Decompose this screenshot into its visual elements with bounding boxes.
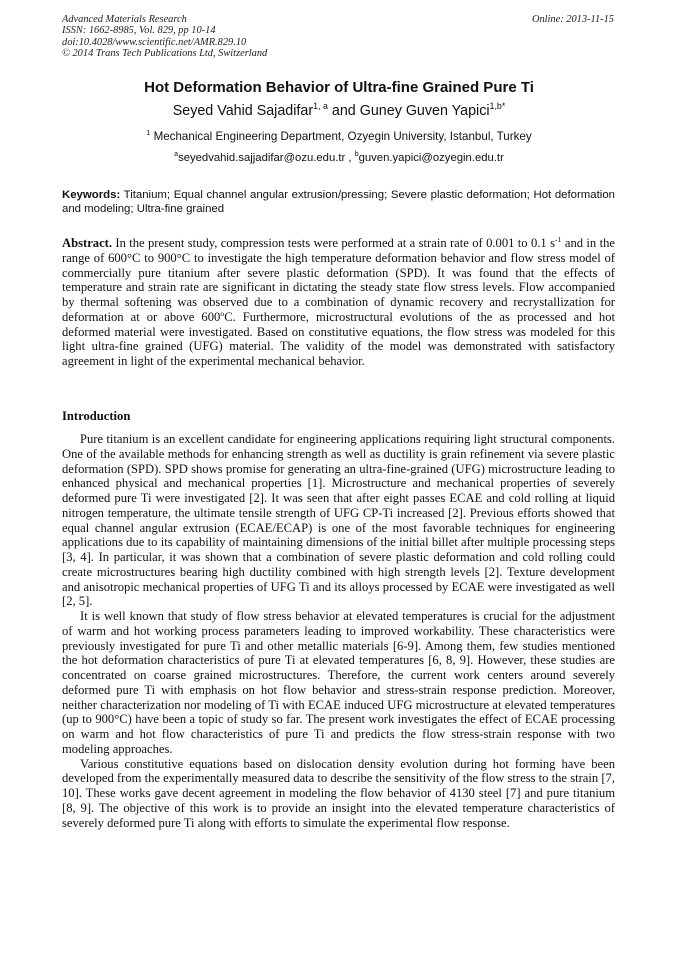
- journal-name: Advanced Materials Research: [62, 14, 187, 25]
- email-line: [0, 152, 678, 164]
- author-2-affil: 1,b*: [489, 101, 506, 112]
- abstract-text-3: C. Furthermore, microstructural evolutions of the as processed and hot deformed material were investigated. Based on constitutive equations, the flow stress was modeled for this light ultra-fine grained (UFG) material. The validity of the model was demonstrated with satisfactory agreement in light of the experimental mechanical behavior.: [62, 309, 616, 368]
- abstract-text-1: In the present study, compression tests were performed at a strain rate of 0.001 to 0.1 s: [112, 236, 555, 250]
- section-heading-introduction: Introduction: [62, 409, 131, 423]
- author-line: [0, 103, 678, 119]
- doi-line: doi:10.4028/www.scientific.net/AMR.829.10: [62, 36, 247, 48]
- keywords: [62, 188, 615, 217]
- email-b-marker: b: [354, 151, 359, 159]
- abstract: [62, 236, 615, 369]
- paper-title: Hot Deformation Behavior of Ultra-fine Grained Pure Ti: [144, 79, 534, 96]
- affiliation: [0, 130, 678, 143]
- abstract-text-2: and in the range of 600°C to 900°C to investigate the high temperature deformation behavior and flow stress model of commercially pure titanium after severe plastic deformation (SPD). It was found that the effects of temperature and strain rate are significant in dictating the steady state flow stress levels. Flow accompanied by thermal softening was observed due to a combination of dynamic recovery and recrystallization for deformation at or above 600: [62, 236, 615, 324]
- paragraph: Various constitutive equations based on dislocation density evolution during hot forming have been developed from the experimentally measured data to describe the sensitivity of the flow stress to the strain [7, 10]. These works gave decent agreement in modeling the flow behavior of 4130 steel [7] and pure titanium [8, 9]. The objective of this work is to provide an insight into the elevated temperature characteristics of severely deformed pure Ti along with efforts to simulate the experimental flow response.: [62, 756, 615, 830]
- issn-line: ISSN: 1662-8985, Vol. 829, pp 10-14: [62, 25, 216, 37]
- paragraph: It is well known that study of flow stress behavior at elevated temperatures is crucial for the adjustment of warm and hot working process parameters leading to improved workability. These characteristics were previously investigated for pure Ti and other metallic materials [6-9]. Among them, few studies mentioned the hot deformation characteristics of pure Ti at elevated temperatures [6, 8, 9]. However, these studies are concentrated on coarse grained microstructures. Therefore, the current work centers around severely deformed pure Ti with emphasis on hot flow behavior and stress-strain response prediction. Moreover, neither characterization nor modeling of Ti with ECAE induced UFG microstructure at elevated temperatures (up to 900°C) have been a topic of study so far. The present work investigates the effect of ECAE processing on warm and hot flow characteristics of pure Ti and predicts the flow stress-strain response with two modeling approaches.: [62, 609, 615, 756]
- online-date: Online: 2013-11-15: [531, 14, 614, 25]
- paragraph: Pure titanium is an excellent candidate for engineering applications requiring light structural components. One of the available methods for enhancing strength as well as ductility is grain refinement via severe plastic deformation (SPD). SPD shows promise for generating an ultra-fine-grained (UFG) microstructure leading to enhanced physical and mechanical properties [1]. Microstructure and mechanical properties of severely deformed pure Ti were investigated [2]. It was seen that after eight passes ECAE and cold rolling at liquid nitrogen temperature, the ultimate tensile strength of UFG CP-Ti increased [2]. Previous efforts showed that equal channel angular extrusion (ECAE/ECAP) is one of the most favorable techniques for engineering applications due to its capability of maintaining dimensions of the initial billet after multiple processing steps [3, 4]. In particular, it was shown that a combination of severe plastic deformation and cold rolling could create microstructures bearing high ductility combined with high strength levels [2]. Texture development and anisotropic mechanical properties of UFG Ti and its alloys processed by ECAE were investigated as well [2, 5].: [62, 432, 615, 609]
- affiliation-text: Mechanical Engineering Department, Ozyegin University, Istanbul, Turkey: [150, 130, 532, 143]
- abstract-exponent: -1: [555, 234, 562, 244]
- journal-header: [62, 14, 614, 59]
- email-a-marker: a: [174, 151, 179, 159]
- copyright-line: © 2014 Trans Tech Publications Ltd, Switzerland: [62, 47, 268, 59]
- introduction-body: [62, 432, 615, 830]
- author-2: Guney Guven Yapici: [359, 103, 490, 119]
- affiliation-marker: 1: [146, 128, 151, 138]
- author-1-affil: 1, a: [313, 101, 328, 112]
- keywords-text: Titanium; Equal channel angular extrusion/pressing; Severe plastic deformation; Hot deformation and modeling; Ultra-fine grained: [62, 189, 615, 216]
- author-conjunction: and: [327, 103, 360, 119]
- keywords-label: Keywords:: [62, 189, 121, 201]
- abstract-degree: o: [220, 308, 225, 318]
- email-a[interactable]: seyedvahid.sajjadifar@ozu.edu.tr ,: [178, 152, 355, 164]
- email-b[interactable]: guven.yapici@ozyegin.edu.tr: [358, 152, 504, 164]
- abstract-label: Abstract.: [62, 236, 113, 250]
- author-1: Seyed Vahid Sajadifar: [172, 103, 314, 119]
